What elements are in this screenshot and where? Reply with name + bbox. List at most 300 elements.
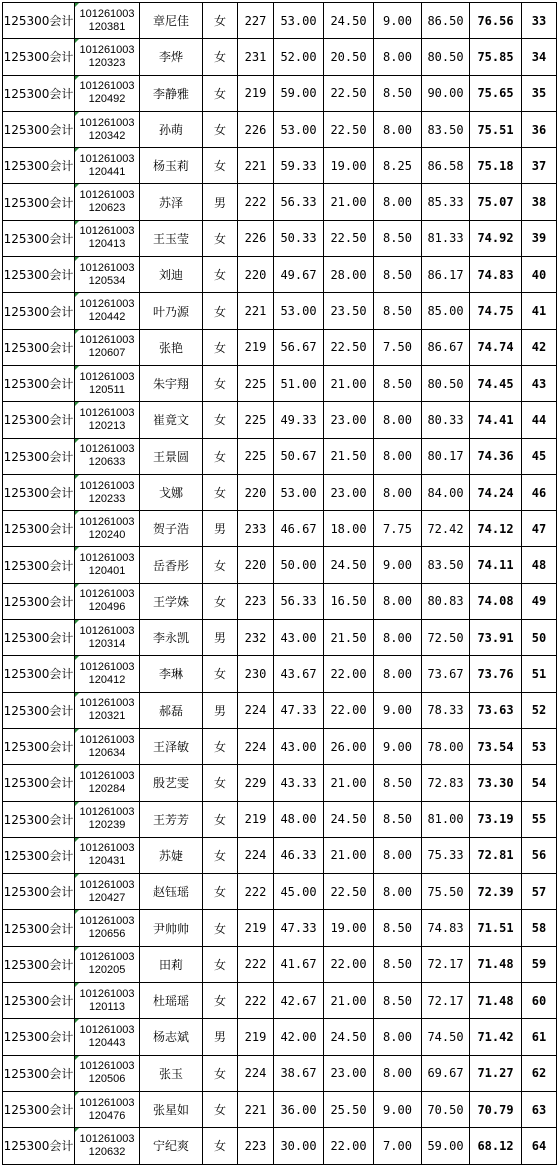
table-row [3,220,557,256]
exam-id-suffix: 120443 [88,1036,126,1049]
score-5-cell: 81.00 [422,801,470,837]
major-cell: 125300会计 [3,402,75,438]
exam-id-cell [75,692,140,728]
score-2-cell: 53.00 [274,3,324,39]
candidate-name-cell: 王景圆 [140,438,203,474]
major-cell: 125300会计 [3,293,75,329]
score-3-cell: 22.50 [324,75,374,111]
score-1-cell: 233 [238,511,274,547]
exam-id-suffix: 120634 [88,746,126,759]
major-cell: 125300会计 [3,474,75,510]
total-score-cell: 75.51 [470,111,522,147]
exam-id-prefix: 101261003 [79,334,135,347]
score-5-cell: 83.50 [422,547,470,583]
score-4-cell: 8.50 [374,765,422,801]
score-1-cell: 224 [238,728,274,764]
exam-id-suffix: 120511 [89,383,125,396]
candidate-name-cell: 尹帅帅 [140,910,203,946]
exam-id-cell [75,656,140,692]
exam-id-cell [75,1091,140,1127]
exam-id-cell [75,1128,140,1164]
score-2-cell: 50.00 [274,547,324,583]
score-5-cell: 80.17 [422,438,470,474]
exam-id-prefix: 101261003 [79,1060,135,1073]
major-cell: 125300会计 [3,438,75,474]
major-cell: 125300会计 [3,837,75,873]
score-3-cell: 28.00 [324,257,374,293]
score-2-cell: 46.67 [274,511,324,547]
exam-id-cell [75,728,140,764]
score-2-cell: 53.00 [274,293,324,329]
major-cell: 125300会计 [3,220,75,256]
score-1-cell: 221 [238,293,274,329]
score-4-cell: 9.00 [374,728,422,764]
table-row [3,1091,557,1127]
score-2-cell: 53.00 [274,111,324,147]
rank-cell: 64 [522,1128,557,1164]
score-4-cell: 8.00 [374,837,422,873]
score-3-cell: 23.00 [324,1055,374,1091]
gender-cell: 女 [203,438,238,474]
table-row [3,438,557,474]
major-cell: 125300会计 [3,946,75,982]
score-3-cell: 22.50 [324,329,374,365]
score-1-cell: 219 [238,1019,274,1055]
exam-id-prefix: 101261003 [79,116,135,129]
gender-cell: 女 [203,474,238,510]
exam-id-suffix: 120427 [88,891,126,904]
rank-cell: 45 [522,438,557,474]
score-5-cell: 78.33 [422,692,470,728]
score-3-cell: 18.00 [324,511,374,547]
total-score-cell: 76.56 [470,3,522,39]
score-5-cell: 72.42 [422,511,470,547]
exam-id-cell [75,1055,140,1091]
candidate-name-cell: 章尼佳 [140,3,203,39]
gender-cell: 女 [203,220,238,256]
score-4-cell: 9.00 [374,692,422,728]
rank-cell: 61 [522,1019,557,1055]
score-3-cell: 21.00 [324,983,374,1019]
major-cell: 125300会计 [3,874,75,910]
exam-id-suffix: 120412 [88,673,126,686]
score-1-cell: 225 [238,365,274,401]
table-row [3,257,557,293]
score-1-cell: 220 [238,257,274,293]
score-3-cell: 21.00 [324,184,374,220]
score-3-cell: 22.00 [324,656,374,692]
major-cell: 125300会计 [3,111,75,147]
gender-cell: 女 [203,365,238,401]
candidate-name-cell: 孙萌 [140,111,203,147]
score-2-cell: 46.33 [274,837,324,873]
gender-cell: 女 [203,329,238,365]
exam-id-cell [75,547,140,583]
exam-id-prefix: 101261003 [79,152,135,165]
major-cell: 125300会计 [3,547,75,583]
score-1-cell: 222 [238,946,274,982]
score-2-cell: 45.00 [274,874,324,910]
score-3-cell: 16.50 [324,583,374,619]
gender-cell: 男 [203,184,238,220]
exam-id-prefix: 101261003 [79,189,135,202]
table-row [3,910,557,946]
exam-id-prefix: 101261003 [79,588,135,601]
exam-id-prefix: 101261003 [79,443,135,456]
score-5-cell: 69.67 [422,1055,470,1091]
exam-id-suffix: 120607 [88,347,126,360]
score-4-cell: 9.00 [374,3,422,39]
score-2-cell: 49.67 [274,257,324,293]
rank-cell: 53 [522,728,557,764]
table-row [3,547,557,583]
gender-cell: 女 [203,874,238,910]
score-4-cell: 8.50 [374,983,422,1019]
score-1-cell: 224 [238,837,274,873]
gender-cell: 女 [203,983,238,1019]
score-3-cell: 21.50 [324,438,374,474]
score-4-cell: 8.00 [374,1019,422,1055]
exam-id-cell [75,3,140,39]
gender-cell: 女 [203,3,238,39]
table-row [3,329,557,365]
score-4-cell: 7.50 [374,329,422,365]
score-4-cell: 8.50 [374,293,422,329]
score-2-cell: 41.67 [274,946,324,982]
exam-id-prefix: 101261003 [79,406,135,419]
score-1-cell: 219 [238,910,274,946]
rank-cell: 48 [522,547,557,583]
gender-cell: 男 [203,1019,238,1055]
major-cell: 125300会计 [3,148,75,184]
gender-cell: 女 [203,656,238,692]
exam-id-suffix: 120413 [88,238,126,251]
exam-id-suffix: 120233 [88,492,126,505]
exam-id-cell [75,837,140,873]
rank-cell: 51 [522,656,557,692]
exam-id-prefix: 101261003 [79,697,135,710]
rank-cell: 60 [522,983,557,1019]
score-3-cell: 24.50 [324,1019,374,1055]
total-score-cell: 73.19 [470,801,522,837]
exam-id-cell [75,765,140,801]
total-score-cell: 74.83 [470,257,522,293]
candidate-name-cell: 李琳 [140,656,203,692]
exam-id-prefix: 101261003 [79,225,135,238]
exam-id-cell [75,220,140,256]
score-2-cell: 53.00 [274,474,324,510]
rank-cell: 58 [522,910,557,946]
table-row [3,874,557,910]
score-3-cell: 19.00 [324,910,374,946]
candidate-name-cell: 李永凯 [140,620,203,656]
table-row [3,620,557,656]
exam-id-suffix: 120506 [88,1073,126,1086]
table-row [3,656,557,692]
exam-id-cell [75,946,140,982]
rank-cell: 34 [522,39,557,75]
score-1-cell: 223 [238,583,274,619]
score-3-cell: 20.50 [324,39,374,75]
score-3-cell: 22.50 [324,111,374,147]
exam-id-prefix: 101261003 [79,43,135,56]
score-2-cell: 59.33 [274,148,324,184]
total-score-cell: 73.63 [470,692,522,728]
score-4-cell: 8.00 [374,111,422,147]
candidate-name-cell: 王玉莹 [140,220,203,256]
table-row [3,983,557,1019]
exam-id-cell [75,39,140,75]
table-row [3,111,557,147]
total-score-cell: 73.91 [470,620,522,656]
major-cell: 125300会计 [3,801,75,837]
score-4-cell: 8.25 [374,148,422,184]
major-cell: 125300会计 [3,910,75,946]
candidate-name-cell: 杜瑶瑶 [140,983,203,1019]
exam-id-suffix: 120284 [88,782,126,795]
candidate-name-cell: 殷艺雯 [140,765,203,801]
score-1-cell: 229 [238,765,274,801]
score-5-cell: 80.50 [422,365,470,401]
total-score-cell: 75.85 [470,39,522,75]
score-1-cell: 225 [238,402,274,438]
gender-cell: 女 [203,1128,238,1164]
table-row [3,148,557,184]
candidate-name-cell: 刘迪 [140,257,203,293]
score-1-cell: 227 [238,3,274,39]
score-5-cell: 90.00 [422,75,470,111]
score-2-cell: 43.00 [274,620,324,656]
score-2-cell: 42.00 [274,1019,324,1055]
score-2-cell: 51.00 [274,365,324,401]
exam-id-cell [75,583,140,619]
total-score-cell: 74.92 [470,220,522,256]
table-row [3,3,557,39]
score-4-cell: 8.00 [374,656,422,692]
total-score-cell: 74.24 [470,474,522,510]
major-cell: 125300会计 [3,656,75,692]
table-row [3,293,557,329]
gender-cell: 女 [203,946,238,982]
major-cell: 125300会计 [3,1128,75,1164]
candidate-name-cell: 贺子浩 [140,511,203,547]
score-2-cell: 47.33 [274,692,324,728]
table-row [3,1019,557,1055]
candidate-name-cell: 宁纪爽 [140,1128,203,1164]
exam-id-prefix: 101261003 [79,7,135,20]
score-4-cell: 7.75 [374,511,422,547]
rank-cell: 33 [522,3,557,39]
score-3-cell: 23.00 [324,474,374,510]
score-5-cell: 86.17 [422,257,470,293]
score-2-cell: 56.33 [274,583,324,619]
table-row [3,1128,557,1164]
exam-id-cell [75,329,140,365]
total-score-cell: 71.27 [470,1055,522,1091]
score-3-cell: 22.00 [324,1128,374,1164]
exam-id-cell [75,438,140,474]
score-2-cell: 50.67 [274,438,324,474]
score-4-cell: 9.00 [374,547,422,583]
exam-id-suffix: 120323 [88,56,126,69]
score-5-cell: 80.33 [422,402,470,438]
exam-id-suffix: 120623 [88,202,126,215]
table-row [3,946,557,982]
gender-cell: 女 [203,402,238,438]
score-1-cell: 230 [238,656,274,692]
exam-id-suffix: 120314 [88,637,126,650]
rank-cell: 57 [522,874,557,910]
score-3-cell: 21.00 [324,837,374,873]
score-5-cell: 70.50 [422,1091,470,1127]
gender-cell: 女 [203,765,238,801]
gender-cell: 女 [203,547,238,583]
total-score-cell: 74.36 [470,438,522,474]
score-5-cell: 83.50 [422,111,470,147]
gender-cell: 女 [203,39,238,75]
gender-cell: 女 [203,1091,238,1127]
exam-id-prefix: 101261003 [79,987,135,1000]
total-score-cell: 73.54 [470,728,522,764]
score-2-cell: 30.00 [274,1128,324,1164]
exam-id-cell [75,293,140,329]
exam-id-suffix: 120113 [89,1000,125,1013]
candidate-name-cell: 苏泽 [140,184,203,220]
gender-cell: 女 [203,583,238,619]
total-score-cell: 75.18 [470,148,522,184]
total-score-cell: 71.48 [470,983,522,1019]
score-3-cell: 23.50 [324,293,374,329]
score-2-cell: 43.33 [274,765,324,801]
score-1-cell: 225 [238,438,274,474]
score-1-cell: 221 [238,1091,274,1127]
exam-id-suffix: 120342 [88,129,126,142]
rank-cell: 47 [522,511,557,547]
major-cell: 125300会计 [3,75,75,111]
table-row [3,39,557,75]
score-1-cell: 224 [238,692,274,728]
gender-cell: 女 [203,728,238,764]
gender-cell: 男 [203,692,238,728]
exam-id-prefix: 101261003 [79,915,135,928]
major-cell: 125300会计 [3,329,75,365]
candidate-name-cell: 田莉 [140,946,203,982]
score-1-cell: 226 [238,111,274,147]
score-3-cell: 22.00 [324,692,374,728]
total-score-cell: 74.75 [470,293,522,329]
exam-id-prefix: 101261003 [79,479,135,492]
score-5-cell: 72.83 [422,765,470,801]
score-1-cell: 232 [238,620,274,656]
score-1-cell: 220 [238,474,274,510]
score-4-cell: 8.50 [374,910,422,946]
exam-id-suffix: 120431 [88,855,126,868]
exam-id-prefix: 101261003 [79,261,135,274]
major-cell: 125300会计 [3,511,75,547]
total-score-cell: 73.76 [470,656,522,692]
total-score-cell: 71.48 [470,946,522,982]
exam-id-cell [75,111,140,147]
exam-id-cell [75,474,140,510]
score-2-cell: 38.67 [274,1055,324,1091]
score-4-cell: 8.00 [374,1055,422,1091]
candidate-name-cell: 赵钰瑶 [140,874,203,910]
candidate-name-cell: 杨志斌 [140,1019,203,1055]
rank-cell: 49 [522,583,557,619]
exam-id-suffix: 120381 [88,20,126,33]
exam-id-prefix: 101261003 [79,624,135,637]
score-4-cell: 8.50 [374,257,422,293]
score-4-cell: 8.50 [374,365,422,401]
total-score-cell: 72.39 [470,874,522,910]
score-2-cell: 48.00 [274,801,324,837]
candidate-name-cell: 王学姝 [140,583,203,619]
major-cell: 125300会计 [3,692,75,728]
score-4-cell: 8.50 [374,75,422,111]
rank-cell: 62 [522,1055,557,1091]
exam-id-cell [75,148,140,184]
major-cell: 125300会计 [3,728,75,764]
score-3-cell: 25.50 [324,1091,374,1127]
exam-id-suffix: 120496 [88,601,126,614]
score-1-cell: 220 [238,547,274,583]
score-3-cell: 19.00 [324,148,374,184]
table-row [3,692,557,728]
exam-id-prefix: 101261003 [79,298,135,311]
total-score-cell: 73.30 [470,765,522,801]
exam-id-suffix: 120321 [88,710,126,723]
candidate-name-cell: 崔竟文 [140,402,203,438]
major-cell: 125300会计 [3,365,75,401]
score-5-cell: 75.33 [422,837,470,873]
score-5-cell: 72.17 [422,983,470,1019]
exam-id-cell [75,511,140,547]
total-score-cell: 71.51 [470,910,522,946]
table-body [3,3,557,1165]
table-row [3,728,557,764]
major-cell: 125300会计 [3,1019,75,1055]
score-5-cell: 80.50 [422,39,470,75]
score-1-cell: 224 [238,1055,274,1091]
score-1-cell: 226 [238,220,274,256]
score-3-cell: 22.00 [324,946,374,982]
rank-cell: 50 [522,620,557,656]
gender-cell: 女 [203,257,238,293]
exam-id-cell [75,801,140,837]
score-5-cell: 86.50 [422,3,470,39]
exam-id-cell [75,620,140,656]
score-2-cell: 56.67 [274,329,324,365]
exam-id-prefix: 101261003 [79,552,135,565]
gender-cell: 女 [203,801,238,837]
score-3-cell: 22.50 [324,220,374,256]
rank-cell: 37 [522,148,557,184]
rank-cell: 38 [522,184,557,220]
score-3-cell: 23.00 [324,402,374,438]
score-5-cell: 59.00 [422,1128,470,1164]
candidate-name-cell: 苏婕 [140,837,203,873]
rank-cell: 56 [522,837,557,873]
major-cell: 125300会计 [3,184,75,220]
rank-cell: 54 [522,765,557,801]
candidate-name-cell: 戈娜 [140,474,203,510]
table-row [3,365,557,401]
score-3-cell: 22.50 [324,874,374,910]
rank-cell: 35 [522,75,557,111]
score-3-cell: 24.50 [324,3,374,39]
score-5-cell: 80.83 [422,583,470,619]
exam-id-suffix: 120633 [88,456,126,469]
